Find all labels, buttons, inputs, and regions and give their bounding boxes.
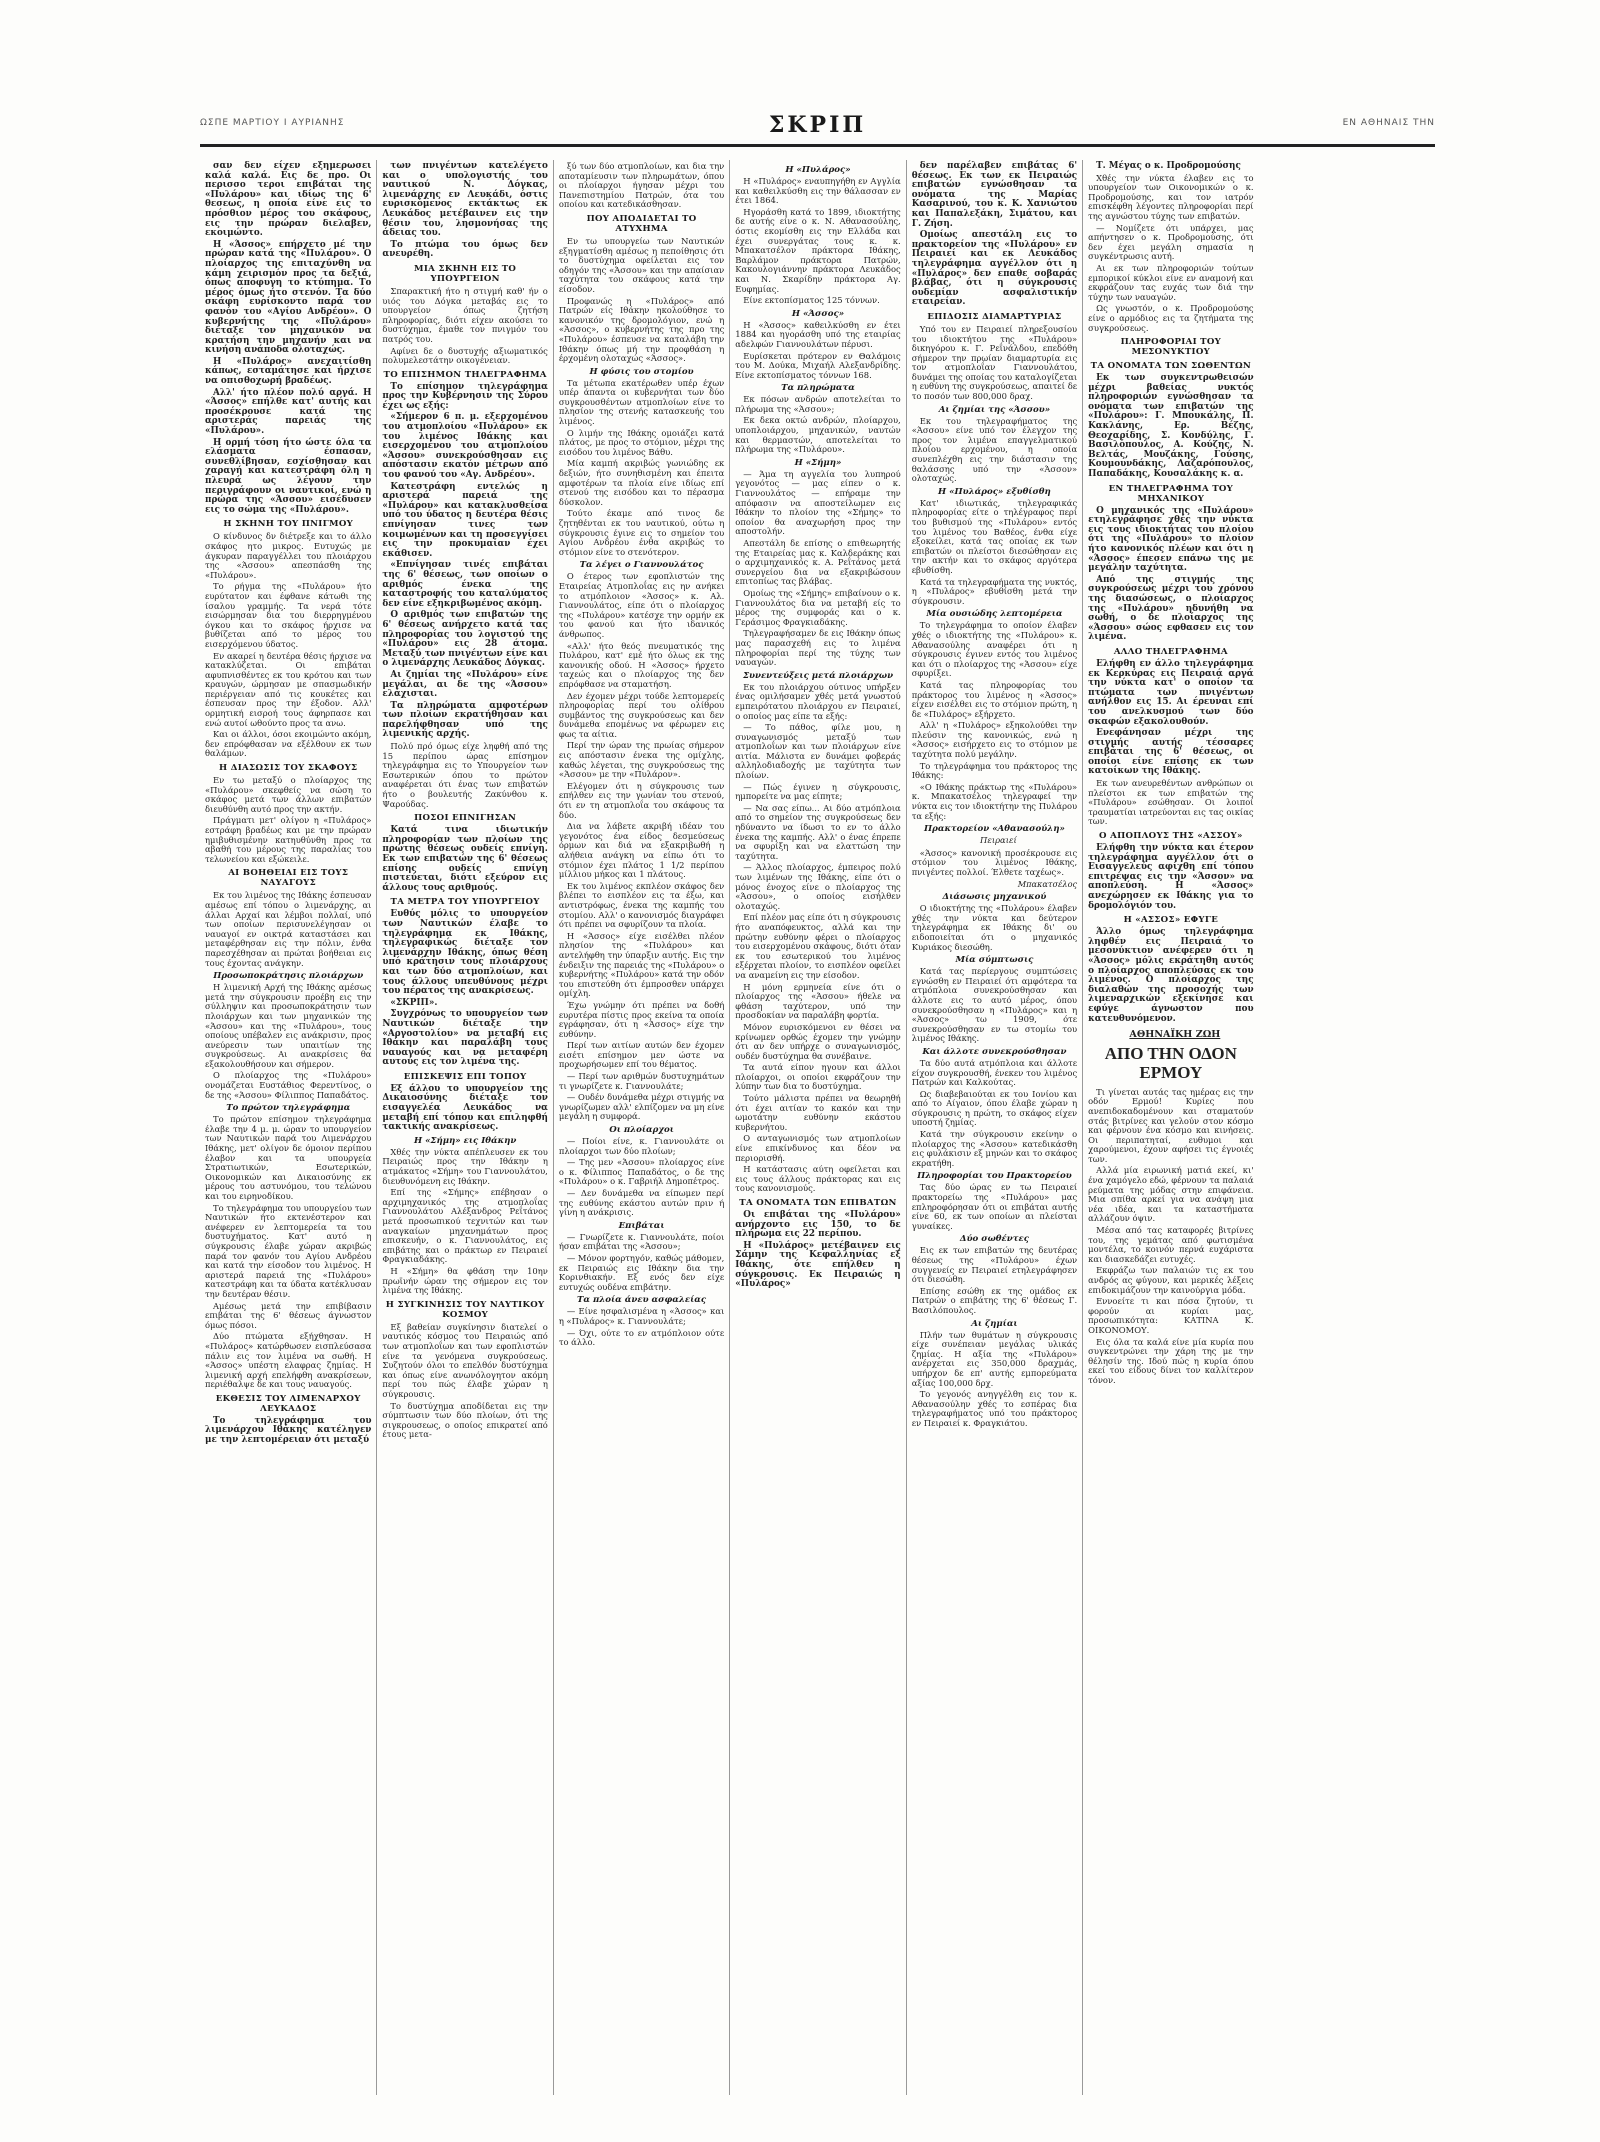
centered-line: Πειραιεί — [980, 835, 1017, 846]
column-3 — [553, 160, 729, 2095]
paragraph: Κατά τας πληροφορίας του πράκτορος του λιμένος η «Άσσος» είχεν εισέλθει εις το στόμιον πρώτη, η δε «Πυλάρος» εξήρχετο. — [911, 679, 1078, 719]
paragraph: Κατεστράφη εντελώς η αριστερά παρειά της «Πυλάρου» και κατακλυσθείσα υπό του ύδατος η δευτέρα θέσις επνίγησαν τινες των κοιμωμένων και τη προσεγγίσει εις την προκυμαίαν έχει εκάθισεν. — [382, 481, 548, 559]
paragraph: Πράγματι μετ' ολίγον η «Πυλάρος» εστράφη βραδέως και με την πρώραν ημιβυθισμένην κατηυθύνθη προς τα αβαθή του μέρους της παραλίας του τελωνείου και εξώκειλε. — [205, 815, 372, 864]
paragraph: Επί της «Σήμης» επέβησαν ο αρχιμηχανικός της ατμοπλοΐας Γιαννουλάτου Αλέξανδρος Ρεΐτάνος μετά προσωπικού τεχνιτών και των αναγκαίων μηχανημάτων προς επισκευήν, ο κ. Γιαννουλάτος, εις επιβάτης και ο πράκτωρ εν Πειραιεί Φραγκιαδάκης. — [382, 1187, 548, 1265]
paragraph: Ως διαβεβαιούται εκ του Ιονίου και από το Αίγαιον, όπου έλαβε χώραν η σύγκρουσις η πρώτη, το σκάφος είχεν υποστή ζημίας. — [911, 1088, 1078, 1128]
paragraph: Ηγοράσθη κατά το 1899, ιδιοκτήτης δε αυτής είνε ο κ. Ν. Αθανασούλης, όστις εκομίσθη εις την Ελλάδα και έχει συνεργάτας τους κ. κ. Μπακατσέλον πράκτορα Ιθάκης, Βαρλάμον πράκτορα Πατρών, Κακουλογιάννην πράκτορα Λευκάδος και Ν. Σκαρίδην πράκτορα Αγ. Ευφημίας. — [735, 206, 901, 294]
paragraph: Άλλο όμως τηλεγράφημα ληφθέν εις Πειραιά το μεσονύκτιον ανέφερεν ότι η «Άσσος» μόλις εκράτηθη αυτός ο πλοίαρχος αποπλεύσας εκ του λιμένος. Ο πλοίαρχος της διαλαθών της προσοχής των λιμεναρχικών εξεκίνησε και εφύγε άγνωστον που κατευθυνόμενον. — [1088, 927, 1254, 1024]
paragraph: Το πρώτον επίσημον τηλεγράφημα έλαβε την 4 μ. μ. ώραν το υπουργείον των Ναυτικών παρά του Λιμενάρχου Ιθάκης, μετ' ολίγον δε όμοιον περίπου έλαβον και τα υπουργεία Στρατιωτικών, Εσωτερικών, Οικονομικών και Δικαιοσύνης εκ μέρους του αστυνόμου, του τελώνου και του ειρηνοδίκου. — [205, 1114, 372, 1201]
paragraph: Τούτο έκαμε από τινος δε ζητηθένται εκ του ναυτικού, ούτω η σύγκρουσις έγινε εις το σημείον του Αγίου Ανδρέου ένθα ακριβώς το στόμιον είνε το στενότερον. — [558, 508, 725, 557]
paragraph: Η «Άσσος» επήρχετο μέ την πρώραν κατά της «Πυλάρου». Ο πλοίαρχος της επιταχύνθη να κάμη χειρισμόν προς τα δεξιά, όπως αποφυγη το κτύπημα. Το μέρος όμως ήτο στενόν. Τα δύο σκάφη ευρίσκοντο παρά τον φανόν του «Αγίου Ανδρέου». Ο κυβερνήτης της «Πυλάρου» διέταξε τον μηχανικόν να κρατήση την μηχανήν και να κινήση ανάποδα ολοταχώς. — [205, 239, 372, 356]
newspaper-page — [200, 160, 1435, 2095]
paragraph: Πλήν των θυμάτων η σύγκρουσις είχε συνέπειαν μεγάλας υλικάς ζημίας. Η αξία της «Πυλάρου» ανέρχεται εις 350,000 δραχμάς, υπήρχον δε επ' αυτής εμπορεύματα αξίας 100,000 δρχ. — [911, 1329, 1078, 1388]
paragraph: Τηλεγραφήσαμεν δε εις Ιθάκην όπως μας παρασχεθή εις το λιμένα πληροφορίαι περί της τύχης των ναυαγών. — [735, 628, 901, 668]
paragraph: Το ρήγμα της «Πυλάρου» ήτο ευρύτατον και έφθανε κάτωθι της ίσαλου γραμμής. Τα νερά τότε εισώρμησαν δια του διερρηγμένου όγκου και το σκάφος ήρχισε να βυθίζεται από το μέρος του εισερχόμενου ύδατος. — [205, 581, 372, 649]
paragraph: Το τηλεγράφημα του λιμενάρχου Ιθάκης κατέληγεν με την λεπτομέρειαν ότι μεταξύ — [205, 1415, 372, 1446]
paragraph: Εκ του τηλεγραφήματος της «Άσσου» είνε υπό τον έλεγχον της προς τον λιμένα επαγγελματικού πλοίου ερχομένου, η οποία συνεπλέχθη εις την διάστασιν της θαλάσσης υπό την «Άσσον» ολοταχώς. — [911, 415, 1078, 484]
signature: Μπακατσέλος — [1017, 878, 1078, 889]
paragraph: Εν τω μεταξύ ο πλοίαρχος της «Πυλάρου» σκεφθείς να σώση το σκάφος μετά των άλλων επιβατών διευθύνθη αυτό προς την ακτήν. — [205, 775, 372, 814]
paragraph: Μέσα από τας καταφορές βιτρίνες του, της γεμάτας από φωτισμένα μοντέλα, το κοινόν περνά ευχάριστα και διασκεδάζει ευτυχές. — [1088, 1225, 1254, 1264]
paragraph: των πνιγέντων κατελέγετο και ο υπολογιστής του ναυτικού Ν. Δόγκας, λιμενάρχης εν Λευκάδι, όστις ευρισκόμενος εκτάκτως εκ Λευκάδος μετέβαινεν εις την θέσιν του, λησμονήσας της άδειας του. — [382, 161, 548, 239]
section-heading: ΠΟΣΟΙ ΕΠΝΙΓΗΣΑΝ — [414, 813, 517, 824]
paragraph: — Το πάθος, φίλε μου, η συναγωνισμός μεταξύ των ατμοπλοΐων και των πλοιάρχων είνε αιτία. Μάλιστα εν δυνάμει φοβεράς αλληλοδιαδοχής με ταχύτητα των πλοίων. — [735, 722, 901, 781]
paragraph: Η κατάστασις αύτη οφείλεται και εις τους άλλους πράκτορας και εις τους κανονισμούς. — [735, 1164, 901, 1194]
paragraph: Τούτο μάλιστα πρέπει να θεωρηθή ότι έχει αιτίαν το κακόν και την ωμοτάτην ευθύνην εκάστου κυβερνήτου. — [735, 1093, 901, 1132]
subsection-heading: Τα λέγει ο Γιαννουλάτος — [579, 560, 704, 571]
section-heading: ΠΟΥ ΑΠΟΔΙΔΕΤΑΙ ΤΟ ΑΤΥΧΗΜΑ — [586, 213, 697, 234]
paragraph: — Άμα τη αγγελία του λυπηρού γεγονότος — μας είπεν ο κ. Γιαννουλάτος — επήραμε την απόφασιν να αποστείλωμεν εις Ιθάκην το πλοίον της «Σήμης» το οποίον θα αναχωρήση προς την αποστολήν. — [735, 468, 901, 537]
paragraph: Πολύ πρό όμως είχε ληφθή από της 15 περίπου ώρας επίσημον τηλεγράφημα εις το Υπουργείον των Εσωτερικών όπου το πρώτον αναφέρεται ότι ένας των επιβατών ήτο ο βουλευτής Ζακύνθου κ. Ψαρούδας. — [382, 741, 548, 809]
feature-kicker: ΑΘΗΝΑΪΚΗ ΖΩΗ — [1129, 1029, 1221, 1041]
paragraph: Κατά τα τηλεγραφήματα της νυκτός, η «Πυλάρος» εβυθίσθη μετά την σύγκρουσιν. — [911, 576, 1078, 606]
subsection-heading: Τα πλοία άνευ ασφαλείας — [576, 1295, 707, 1306]
subsection-heading: Επιβάται — [618, 1220, 665, 1231]
section-heading: Ο ΑΠΟΠΛΟΥΣ ΤΗΣ «ΑΣΣΟΥ» — [1099, 831, 1243, 842]
paragraph: Ομοίως απεστάλη εις το πρακτορείον της «Πυλάρου» εν Πειραιεί και εκ Λευκάδος τηλεγράφημα αγγέλλον ότι η «Πυλάρος» δεν επαθε σοβαράς βλάβας, ότι η σύγκρουσις ουδεμίαν ασφαλιστικήν εταιρείαν. — [911, 230, 1078, 308]
paragraph: Επί πλέον μας είπε ότι η σύγκρουσις ήτο αναπόφευκτος, αλλά και την πρώτην ευθύνην φέρει ο πλοίαρχος του εισερχομένου σκάφους, διότι όταν εκ του εσωτερικού του λιμένος εξέρχεται πλοίον, το εισπλέον οφείλει να αναμείνη εις την είσοδον. — [735, 912, 901, 980]
paragraph: Εξ βαθείαν συγκίνησιν διατελεί ο ναυτικός κόσμος του Πειραιώς από των ατμοπλοΐων και των εφοπλιστών είνε τα γενόμενα συγκρούσεως. Συζητούν όλοι το επελθόν δυστύχημα και όπως είνε ανωνόλογητον ακόμη περί του πώς έλαβε χώραν η σύγκρουσις. — [382, 1321, 548, 1399]
paragraph: Το δυστύχημα αποδίδεται εις την σύμπτωσιν των δύο πλοίων, ότι της σιγκρουσεως, ο οποίος επικρατεί από έτους μετα- — [382, 1400, 548, 1440]
paragraph: Η λιμενική Αρχή της Ιθάκης αμέσως μετά την σύγκρουσιν προέβη εις την σύλληψιν και προσωποκράτησιν των πλοιάρχων και των μηχανικών της «Άσσου» και της «Πυλάρου», τους οποίους υπέβαλεν εις ανάκρισιν, προς ανεύρεσιν των υπαιτίων της συγκρούσεως. Αι ανακρίσεις θα εξακολουθήσουν και σήμερον. — [205, 982, 372, 1069]
paragraph: Αι ζημίαι της «Πυλάρου» είνε μεγάλαι, αι δε της «Άσσου» ελάχισται. — [382, 669, 548, 700]
paragraph: Δύο πτώματα εξήχθησαν. Η «Πυλάρος» κατώρθωσεν εισπλεύσασα πάλιν εις τον λιμένα να σωθή. Η «Άσσος» υπέστη ελαφρας ζημίας. Η λιμενική αρχή επελήφθη ανακρίσεων, περιέθαλψε δε και τους ναυαγούς. — [205, 1331, 372, 1390]
paragraph: — Ποίοι είνε, κ. Γιαννουλάτε οι πλοίαρχοι των δύο πλοίων; — [558, 1136, 725, 1156]
newspaper-title: ΣΚΡΙΠ — [768, 112, 867, 138]
paragraph: Η «Πυλάρος» μετέβαινεν εις Σάμην της Κεφαλληνίας εξ Ιθάκης, ότε επήλθεν η σύγκρουσις. Εκ Πειραιώς η «Πυλάρος» — [735, 1240, 901, 1290]
subsection-heading: Η «Σήμη» — [794, 457, 842, 468]
masthead-rule — [200, 144, 1435, 147]
paragraph: Εκφράζω των παλαιών τις εκ του ανδρός ας φύγουν, και μερικές λέξεις επιδοκιμάζουν την καινούργια μόδα. — [1088, 1265, 1254, 1295]
paragraph: Εκ των ανευρεθέντων ανθρώπων οι πλείστοι εκ των επιβατών της «Πυλάρου» εσώθησαν. Οι λοιποί τραυματίαι ιατρεύονται εις τας οικίας των. — [1088, 778, 1254, 827]
paragraph: Η ορμή τόση ήτο ώστε όλα τα ελάσματα έσπασαν, συνεθλίβησαν, εσχίσθησαν και χαραγή και κατεστράφη όλη η πλευρά ως λέγουν την περιγράφουν οι ναυτικοί, ενώ η πρώρα της «Άσσου» εισέδυσεν εις το σώμα της «Πυλάρου». — [205, 437, 372, 515]
paragraph: Χθές την νύκτα έλαβεν εις το υπουργείον των Οικονομικών ο κ. Προδρομούσης, και τον ιατρόν επισκέφθη λέγοντες πληροφορίαι περί της αγνώστου τύχης των επιβατών. — [1088, 172, 1254, 221]
paragraph: δεν παρέλαβεν επιβάτας 6' θέσεως. Εκ των εκ Πειραιώς επιβατών εγνώσθησαν τα ονόματα της Μαρίας Κασαρινού, του κ. Κ. Χανιώτου και Παπαλεξάκη, Σιμάτου, και Γ. Ζήση. — [911, 161, 1078, 229]
paragraph: Ελέγομεν ότι η σύγκρουσις των επήλθεν εις την γωνίαν του στενού, ότι εν τη ατμοπλοΐα του σκάφους τα δύο. — [558, 780, 725, 820]
paragraph: Μία καμπή ακριβώς γωνιώδης εκ δεξιών, ήτο συνηθισμένη και έπειτα αμφοτέρων τα πλοία είνε ιδίως επί στενού της εισόδου και το πέρασμα δύσκολον. — [558, 458, 725, 507]
paragraph: — Ουδέν δυνάμεθα μέχρι στιγμής να γνωρίζωμεν αλλ' ελπίζομεν να μη είνε μεγάλη η συμφορά. — [558, 1092, 725, 1122]
subsection-heading: Το πρώτον τηλεγράφημα — [226, 1103, 351, 1114]
paragraph: — Όχι, ούτε το εν ατμόπλοιον ούτε το άλλο. — [558, 1327, 725, 1348]
paragraph: Εν τω υπουργείω των Ναυτικών εξηγματίσθη αμέσως η πεποίθησις ότι το δυστύχημα οφείλεται εις τον οδηγόν της «Άσσου» και την απαίσιαν ταχύτητα του σκάφους κατά την είσοδον. — [558, 235, 725, 294]
paragraph: — Της μεν «Άσσου» πλοίαρχος είνε ο κ. Φίλιππος Παπαδάτος, ο δε της «Πυλάρου» ο κ. Γαβριήλ Δημοπέτρος. — [558, 1157, 725, 1187]
paragraph: Κατά τας περίεργους συμπτώσεις εγνώσθη εν Πειραιεί ότι αμφότερα τα ατμόπλοια συνεκρούσθησαν και άλλοτε εις το αυτό μέρος, όπου συνεκρούσθησαν η «Πυλάρος» και η «Άσσος» τω 1909, ότε συνεκρούσθησαν εν τω στομίω του λιμένος Ιθάκης. — [911, 966, 1078, 1044]
paragraph: Εις όλα τα καλά είνε μία κυρία που συγκεντρώνει την χάρη της με την θέλησίν της. Ιδού πώς η κυρία όπου εκεί του είδους δίνει τον καλλίτερον τόνον. — [1088, 1336, 1254, 1385]
subsection-heading: Η «Σήμη» εις Ιθάκην — [413, 1135, 517, 1146]
paragraph: Το τηλεγράφημα του πράκτορος της Ιθάκης: — [911, 760, 1078, 781]
section-heading: ΤΑ ΜΕΤΡΑ ΤΟΥ ΥΠΟΥΡΓΕΙΟΥ — [390, 897, 540, 908]
subsection-heading: Η «Πυλάρος» εξυθίσθη — [938, 486, 1051, 497]
paragraph: Κατ' ιδιωτικάς, τηλεγραφικάς πληροφορίας είτε ο τηλέγραφος περί του βυθισμού της «Πυλάρου» εντός του λιμένος του Βαθέος, ένθα είχε εξοκείλει, κατά τας οποίας εκ των επιβατών οι πλείστοι διεσώθησαν εις την ακτήν και το σκάφος αργότερα εβυθίσθη. — [911, 497, 1078, 575]
paragraph: Η «Άσσος» είχε εισέλθει πλέον πλησίον της «Πυλάρου» και αντελήφθη την ύπαρξιν αυτής. Εις την ένδειξιν της παρειάς της «Πυλάρου» ο κυβερνήτης «Πυλάρου» κατά την οδόν του επιστεύθη ότι έμπροσθεν υπάρχει ομίχλη. — [558, 930, 725, 999]
subsection-heading: Συνεντεύξεις μετά πλοιάρχων — [742, 670, 894, 681]
column-5 — [906, 160, 1082, 2095]
paragraph: Και οι άλλοι, όσοι εκοιμώντο ακόμη, δεν επρόφθασαν να εξέλθουν εκ των θαλάμων. — [205, 729, 372, 759]
paragraph: — Νομίζετε ότι υπάρχει, μας απήντησεν ο κ. Προδρομούσης, ότι δεν έχει μεγάλη σημασία η συγκέντρωσις αυτή. — [1088, 222, 1254, 262]
section-heading: Η ΣΚΗΝΗ ΤΟΥ ΠΝΙΓΜΟΥ — [223, 519, 354, 530]
feature-title: ΑΠΟ ΤΗΝ ΟΔΟΝ ΕΡΜΟΥ — [1104, 1043, 1237, 1082]
paragraph: Ο αριθμός των επιβατών της 6' θέσεως ανήρχετο κατά τας πληροφορίας του λογιστού της «Πυλάρου» εις 28 άτομα. Μεταξύ των πνιγέντων είνε και ο λιμενάρχης Λευκάδος Δόγκας. — [382, 610, 548, 669]
paragraph: Ενεφάνησαν μέχρι της στιγμής αυτής τέσσαρες επιβάται της 6' θέσεως, οι οποίοι είνε επίσης εκ των κατοίκων της Ιθάκης. — [1088, 728, 1254, 777]
section-heading: ΑΙ ΒΟΗΘΕΙΑΙ ΕΙΣ ΤΟΥΣ ΝΑΥΑΓΟΥΣ — [228, 868, 349, 889]
paragraph: Ο μηχανικός της «Πυλάρου» ετηλεγράφησε χθές την νύκτα εις τους ιδιοκτήτας του πλοίου ότι της «Πυλάρου» το πλοίον ήτο κανονικός πλέων και ότι η «Άσσος» έπεσεν επάνω της με μεγάλην ταχύτητα. — [1088, 505, 1254, 574]
section-heading: ΑΛΛΟ ΤΗΛΕΓΡΑΦΗΜΑ — [1113, 646, 1228, 657]
subsection-heading: Η φύσις του στομίου — [589, 366, 694, 377]
paragraph: Ο λιμήν της Ιθάκης ομοιάζει κατά πλάτος, με προς το στόμιον, μέχρι της εισόδου του λιμένος Βάθυ. — [558, 427, 725, 457]
subsection-heading: Αι ζημίαι της «Άσσου» — [938, 404, 1051, 415]
paragraph: «Άσσος» κανονική προσέκρουσε εις στόμιον του λιμένος Ιθάκης, πνιγέντες πολλοί. Έλθετε ταχέως». — [911, 847, 1078, 877]
section-heading: ΤΟ ΕΠΙΣΗΜΟΝ ΤΗΛΕΓΡΑΦΗΜΑ — [383, 369, 547, 380]
subsection-heading: Και άλλοτε συνεκρούσθησαν — [922, 1046, 1067, 1057]
section-heading: ΤΑ ΟΝΟΜΑΤΑ ΤΩΝ ΣΩΘΕΝΤΩΝ — [1090, 361, 1252, 372]
paragraph: Τα δύο αυτά ατμόπλοια και άλλοτε είχον συγκρουσθή, ένεκεν του λιμένος Πατρών και Καλκούτας. — [911, 1057, 1078, 1088]
paragraph: Η μόνη ερμηνεία είνε ότι ο πλοίαρχος της «Άσσου» ήθελε να φθάση ταχύτερον, υπό την προσδοκίαν να παραλάβη φορτία. — [735, 981, 901, 1021]
paragraph: Προφανώς η «Πυλάρος» από Πατρών είς Ιθάκην ηκολούθησε το κανονικόν της δρομολόγιον, ενώ η «Άσσος», ο κυβερνήτης της προ της «Πυλάρου» έσπευσε να καταλάβη την Ιθάκην όπως μή την προφθάση η έρχομένη ολοταχώς «Άσσος». — [558, 295, 725, 364]
paragraph: — Πώς έγινεν η σύγκρουσις, ημπορείτε να μας είπητε; — [735, 781, 901, 802]
paragraph: Ελήφθη εν άλλο τηλεγράφημα εκ Κερκύρας εις Πειραιά αργά την νύκτα κατ' ο οποίον τα πτώματα των πνιγέντων ανήλθον εις 15. Αι έρευναι επί του ανελκυσμού των δύο σκαφών εξακολουθούν. — [1088, 658, 1254, 727]
column-2 — [376, 160, 552, 2095]
paragraph: Επίσης εσώθη εκ της ομάδος εκ Πατρών ο επιβάτης της 6' θέσεως Γ. Βασιλόπουλος. — [911, 1285, 1078, 1315]
paragraph: ξύ των δύο ατμοπλοίων, και δια την αποταμίευσιν των πληρωμάτων, όπου οι πλοίαρχοι ήγησαν μέχρι του Πανεπιστημίου Πατρών, ότα του οποίου και κατεδικάσθησαν. — [558, 161, 725, 210]
paragraph: Εκ του πλοιάρχου ούτινος υπήρξεν ένας ομιλήσαμεν χθές μετά γνωστού εμπειρότατου πλοιάρχου εν Πειραιεί, ο οποίος μας είπε τα εξής: — [735, 681, 901, 721]
paragraph: Η «Πυλάρος» εναυπηγήθη εν Αγγλία και καθειλκύσθη εις την θάλασσαν εν έτει 1864. — [735, 176, 901, 206]
paragraph: Από της στιγμής της συγκρούσεως μέχρι του χρόνου της διασώσεως, ο πλοίαρχος της «Πυλάρου» ηδυνήθη να σωθή, ο δε πλοίαρχος της «Άσσου» σώος εφθασεν εις τον λιμένα. — [1088, 574, 1254, 643]
subsection-heading: Η «Πυλάρος» — [785, 165, 851, 175]
paragraph: Η «Πυλάρος» ανεχαιτίσθη κάπως, εσταμάτησε και ήρχισε να οπισθοχωρή βραδέως. — [205, 356, 372, 387]
paragraph: «ΣΚΡΙΠ». — [390, 997, 438, 1008]
subsection-heading: Προσωποκράτησις πλοιάρχων — [213, 971, 364, 982]
paragraph: Εκ του λιμένος της Ιθάκης έσπευσαν αμέσως επί τόπου ο λιμενάρχης, αι άλλαι Αρχαί και λέμβοι πολλαί, υπό των οποίων περισυνελέγησαν οι ναυαγοί εν οικτρά καταστάσει και μεταφέρθησαν εις την πόλιν, ένθα παρεσχέθησαν αι πρώται βοήθειαι εις τους έχοντας ανάγκην. — [205, 890, 372, 968]
subsection-heading: Πρακτορείον «Αθανασούλη» — [924, 824, 1065, 835]
paragraph: Τ. Μέγας ο κ. Προδρομούσης — [1096, 161, 1241, 171]
paragraph: Αφίνει δε ο δυστυχής αξιωματικός πολυμελεστάτην οικογένειαν. — [382, 345, 548, 366]
paragraph: Το γεγονός ανηγγέλθη εις τον κ. Αθανασούλην χθές το εσπέρας δια τηλεγραφήματος υπό του πράκτορος εν Πειραιεί κ. Φραγκιάτου. — [911, 1389, 1078, 1428]
paragraph: — Είνε ησφαλισμένα η «Άσσος» και η «Πυλάρος» κ. Γιαννουλάτε; — [558, 1306, 725, 1326]
paragraph: Χθές την νύκτα απέπλευσεν εκ του Πειραιώς προς την Ιθάκην η ατμάκατος «Σήμη» του Γιαννουλάτου, διευθυνόμενη εις Ιθάκην. — [382, 1146, 548, 1186]
paragraph: Οι επιβάται της «Πυλάρου» ανήρχοντο εις 150, το δε πλήρωμα εις 22 περίπου. — [735, 1210, 901, 1240]
paragraph: Δια να λάβετε ακριβή ιδέαν του γεγονότος ένα είδος δεσμεύσεως όρμων και διά να εξακριβωθή η αλήθεια ανάγκη να είπω ότι το στόμιον έχει πλάτος 1 1/2 περίπου μίλλιου μήκος και 1 πλάτους. — [558, 821, 725, 880]
subsection-heading: Δύο σωθέντες — [959, 1234, 1029, 1245]
section-heading: ΕΠΙΣΚΕΨΙΣ ΕΠΙ ΤΟΠΟΥ — [403, 1071, 527, 1082]
paragraph: Ο πλοίαρχος της «Πυλάρου» ονομάζεται Ευστάθιος Φερεντίνος, ο δε της «Άσσου» Φίλιππος Παπαδάτος. — [205, 1070, 372, 1100]
paragraph: Τας δύο ώρας εν τω Πειραιεί πρακτορείω της «Πυλάρου» μας επληροφόρησαν ότι οι επιβάται αυτής είνε 60, εκ των οποίων αι πλείσται γυναίκες. — [911, 1182, 1078, 1231]
paragraph: Ο ανταγωνισμός των ατμοπλοίων είνε επικίνδυνος και δέον να περιορισθή. — [735, 1133, 901, 1163]
subsection-heading: Μία ουσιώδης λεπτομέρεια — [926, 609, 1063, 620]
paragraph: «Αλλ' ήτο θεός πνευματικός της Πυλάρου, κατ' εμέ ήτο όλως εκ της κανονικής οδού. Η «Άσσος» ήρχετο ταχεώς και ο πλοίαρχος της δεν επρόφθασε να σταματήση. — [558, 640, 725, 689]
paragraph: Κατά την σύγκρουσιν εκείνην ο πλοίαρχος της «Άσσου» κατεδικάσθη εις φυλάκισιν εξ μηνών και το σκάφος εκρατήθη. — [911, 1129, 1078, 1168]
paragraph: Τα πληρώματα αμφοτέρων των πλοίων εκρατήθησαν και παρελήφθησαν υπό της λιμενικής αρχής. — [382, 700, 548, 740]
masthead-right-strip: ΕΝ ΑΘΗΝΑΙΣ ΤΗΝ — [1342, 118, 1435, 128]
paragraph: Εκ δεκα οκτώ ανδρών, πλοίαρχου, υποπλοιάρχου, μηχανικών, ναυτών και θερμαστών, αποτελείται το πλήρωμα της «Πυλάρου». — [735, 415, 901, 455]
paragraph: Ως γνωστόν, ο κ. Προδρομούσης είνε ο αρμόδιος εις τα ζητήματα της συγκρούσεως. — [1088, 303, 1254, 333]
paragraph: Τι γίνεται αυτάς τας ημέρας εις την οδόν Ερμού! Κυρίες που ανεπιδοκαδομένουν και σταματούν στάς βιτρίνες και γελούν στον κόσμο και φέρνουν ένα κόσμο και κινήσεις. Οι περιπατηταί, ευθυμοι και χαρούμενοι, έχουν αφήσει τις έγνοιές των. — [1088, 1086, 1254, 1164]
paragraph: Αμέσως μετά την επιβίβασιν επιβάται της 6' θέσεως άγνωστον όμως πόσοι. — [205, 1300, 372, 1330]
section-heading: ΜΙΑ ΣΚΗΝΗ ΕΙΣ ΤΟ ΥΠΟΥΡΓΕΙΟΝ — [414, 263, 517, 284]
paragraph: Εξ άλλου το υπουργείον της Δικαιοσύνης διέταξε τον εισαγγελέα Λευκάδος να μεταβή επί τόπου και επιληφθή τακτικής ανακρίσεως. — [382, 1083, 548, 1133]
paragraph: — Δεν δυνάμεθα να είπωμεν περί της ευθύνης εκάστου αυτών πριν ή γίνη η ανάκρισις. — [558, 1188, 725, 1218]
section-heading: ΕΠΙΔΟΣΙΣ ΔΙΑΜΑΡΤΥΡΙΑΣ — [927, 311, 1062, 322]
paragraph: Ευθύς μόλις το υπουργείον των Ναυτικών έλαβε το τηλεγράφημα εκ Ιθάκης, τηλεγραφικώς διέταξε τον λιμενάρχην Ιθάκης, όπως θέση υπό κράτησιν τους πλοιάρχους και των δύο ατμοπλοίων, και τους άλλους υπευθύνους μέχρι του πέρατος της ανακρίσεως. — [382, 909, 548, 997]
paragraph: Ομοίως της «Σήμης» επιβαίνουν ο κ. Γιαννουλάτος δια να μεταβή είς το μέρος της συμφοράς και ο κ. Γεράσιμος Φραγκιαδάκης. — [735, 587, 901, 627]
masthead — [200, 112, 1435, 158]
subsection-heading: Αι ζημίαι — [971, 1318, 1018, 1329]
paragraph: Αι εκ των πληροφοριών τούτων εμπορικοί κύκλοι είνε εν αναμονή και εκφράζουν τας ευχάς των διά την τύχην των ναυαγών. — [1088, 262, 1254, 302]
paragraph: Εις εκ των επιβατών της δευτέρας θέσεως της «Πυλάρου» έχων συγγενείς εν Πειραιεί ετηλεγράφησεν ότι διεσώθη. — [911, 1245, 1078, 1285]
subsection-heading: Πληροφορίαι του Πρακτορείου — [917, 1171, 1072, 1182]
paragraph: Αλλά μία ειρωνική ματιά εκεί, κι' ένα χαμόγελο εδώ, φέρνουν τα παλαιά ρεύματα της μόδας στην επιφάνεια. Μια σπίθα αρκεί για να ανάψη μια νέα ιδέα, και τα καταστήματα αλλάζουν όψιν. — [1088, 1165, 1254, 1224]
paragraph: Κατά τινα ιδιωτικήν πληροφορίαν των πλοίων της πρώτης θέσεως ουδείς επνίγη. Εκ των επιβατών της 6' θέσεως επίσης ουδείς επνίγη πιστεύεται, διότι εξεύρον εις άλλους τους αριθμούς. — [382, 825, 548, 893]
paragraph: Μόνον ευρισκόμενοι εν θέσει να κρίνωμεν ορθώς έχομεν την γνώμην ότι αν δεν υπήρχε ο συναγωνισμός, ουδέν δυστύχημα θα συνέβαινε. — [735, 1021, 901, 1061]
paragraph: Σπαρακτική ήτο η στιγμή καθ' ήν ο υιός του Δόγκα μεταβάς εις το υπουργείον όπως ζητήση πληροφορίας, διότι είχεν ακούσει το δυστύχημα, έμαθε τον πνιγμόν του πατρός του. — [382, 285, 548, 344]
paragraph: Εννοείτε τι και πόσα ζητούν, τι φορούν αι κυρίαι μας, προσωπικότητα: ΚΑΤΙΝΑ Κ. ΟΙΚΟΝΟΜΟΥ. — [1088, 1296, 1254, 1335]
paragraph: Έχω γνώμην ότι πρέπει να δοθή ευρυτέρα πίστις προς εκείνα τα οποία εγράφησαν, ότι η «Άσσος» είχε την ευθύνην. — [558, 999, 725, 1039]
subsection-heading: Οι πλοίαρχοι — [609, 1125, 674, 1136]
paragraph: Αλλ' ήτο πλέον πολύ αργά. Η «Άσσος» επήλθε κατ' αυτής και προσέκρουσε κατά της αριστεράς παρειάς της «Πυλάρου». — [205, 387, 372, 437]
paragraph: Το τηλεγράφημα το οποίον έλαβεν χθές ο ιδιοκτήτης της «Πυλάρου» κ. Αθανασούλης αναφέρει ότι η σύγκρουσις έγινεν εντός του λιμένος και ότι ο πλοίαρχος της «Άσσου» είχε σφυρίξει. — [911, 620, 1078, 679]
paragraph: Εκ του λιμένος εκπλέον σκάφος δεν βλέπει το εισπλέον εις τα έξω, και αντιστρόφως, ένεκα της καμπής του στομίου. Αλλ' ο κανονισμός διαγράφει ότι πρέπει να σφυρίζουν τα πλοία. — [558, 880, 725, 930]
masthead-left-strip: ΩΣΠΕ ΜΑΡΤΙΟΥ Ι ΑΥΡΙΑΝΗΣ — [200, 118, 345, 128]
column-1 — [200, 160, 376, 2095]
paragraph: — Να σας είπω... Αι δύο ατμόπλοια από το σημείον της συγκρούσεως δεν ηδύναντο να ίδωσι το εν το άλλο ένεκα της καμπής. Αλλ' ο ένας έπρεπε να σφυρίξη και να ελαττώση την ταχύτητα. — [735, 802, 901, 861]
column-6 — [1082, 160, 1258, 2095]
section-heading: ΤΑ ΟΝΟΜΑΤΑ ΤΩΝ ΕΠΙΒΑΤΩΝ — [739, 1198, 897, 1208]
paragraph: Απεστάλη δε επίσης ο επιθεωρητής της Εταιρείας μας κ. Καλδεράκης και ο αρχιμηχανικός κ. Α. Ρεΐτάνος μετά συνεργείου δια να εξακριβώσουν επιτοπίως τας βλάβας. — [735, 538, 901, 587]
section-heading: Η «ΑΣΣΟΣ» ΕΦΥΓΕ — [1123, 915, 1219, 926]
paragraph: Το πτώμα του όμως δεν ανευρέθη. — [382, 239, 548, 260]
column-4 — [729, 160, 905, 2095]
paragraph: — Γνωρίζετε κ. Γιαννουλάτε, ποίοι ήσαν επιβάται της «Άσσου»; — [558, 1231, 725, 1252]
section-heading: Η ΔΙΑΣΩΣΙΣ ΤΟΥ ΣΚΑΦΟΥΣ — [219, 763, 358, 774]
paragraph: «Ο Ιθάκης πράκτωρ της «Πυλάρου» κ. Μπακατσέλος τηλεγραφεί την νύκτα εις τον ιδιοκτήτην της Πυλάρου τα εξής: — [911, 781, 1078, 821]
subsection-heading: Η «Άσσος» — [791, 308, 845, 319]
subsection-heading: Τα πληρώματα — [781, 383, 855, 394]
paragraph: «Επνίγησαν τινές επιβάται της 6' θέσεως, των οποίων ο αριθμός ένεκα της καταστροφής του καταλύματος δεν είνε εξηκριβωμένος ακόμη. — [382, 560, 548, 609]
paragraph: Το τηλεγράφημα του υπουργείου των Ναυτικών ήτο εκτενέστερον και ανέφερεν εν λεπτομερεία τα του δυστυχήματος. Κατ' αυτό η σύγκρουσις έλαβε χώραν ακριβώς παρά τον φανόν του Αγίου Ανδρέου και κατά την είσοδον του λιμένος. Η αριστερά παρειά της «Πυλάρου» κατεστράφη και τα ύδατα κατέκλυσαν την δευτέραν θέσιν. — [205, 1202, 372, 1299]
paragraph: Είνε εκτοπίσματος 125 τόννων. — [743, 295, 880, 306]
paragraph: — Μόνον φορτηγόν, καθώς μάθομεν, εκ Πειραιώς εις Ιθάκην δια την Κορινθιακήν. Εξ ενός δεν είχε ευτυχώς ουδένα επιβάτην. — [558, 1252, 725, 1292]
paragraph: Τα αυτά είπον ηγουν και άλλοι πλοίαρχοι, οι οποίοι εκφράζουν την λύπην των δια το δυστύχημα. — [735, 1062, 901, 1092]
paragraph: Εκ των συγκεντρωθεισών μέχρι βαθείας νυκτός πληροφοριών εγνώσθησαν τα ονόματα των επιβατών της «Πυλάρου»: Γ. Μπουκάλης, Π. Κακλάνης, Ερ. Βέζης, Θεοχαρίδης, Σ. Κονδύλης, Γ. Βασιλόπουλος, Α. Κούζης, Ν. Βελτάς, Μουζάκης, Γούσης, Κουμουνδάκης, Λαζαρόπουλος, Παπαδάκης, Κουσαλάκης κ. α. — [1088, 373, 1254, 480]
paragraph: Περί των αιτίων αυτών δεν έχομεν εισέτι επίσημον μεν ώστε να προχωρήσωμεν επί του θέματος. — [558, 1040, 725, 1070]
paragraph: — Περί των αριθμών δυστυχημάτων τι γνωρίζετε κ. Γιαννουλάτε; — [558, 1071, 725, 1091]
subsection-heading: Μία σύμπτωσις — [955, 955, 1034, 966]
paragraph: Η «Άσσος» καθειλκύσθη εν έτει 1884 και ηγοράσθη υπό της εταιρίας αδελφών Γιαννουλάτων πέρυσι. — [735, 319, 901, 349]
paragraph: — Άλλος πλοίαρχος, έμπειρος πολύ των λιμένων της Ιθάκης, είπε ότι ο μόνος ένοχος είνε ο πλοίαρχος της «Άσσου», ο οποίος εισήλθεν ολοταχώς. — [735, 862, 901, 911]
paragraph: Ελήφθη την νύκτα και έτερον τηλεγράφημα αγγέλλον ότι ο Εισαγγελεύς αφίχθη επί τόπου επιτρέψας εις την «Άσσον» να αποπλεύση. Η «Άσσος» ανεχώρησεν εκ Ιθάκης για το δρομολόγιόν του. — [1088, 843, 1254, 911]
section-heading: ΕΝ ΤΗΛΕΓΡΑΦΗΜΑ ΤΟΥ ΜΗΧΑΝΙΚΟΥ — [1108, 483, 1234, 504]
paragraph: Αλλ' η «Πυλάρος» εξηκολούθει την πλεύσιν της κανονικώς, ενώ η «Άσσος» εισήρχετο εις το στόμιον με ταχύτητα πολύ μεγάλην. — [911, 720, 1078, 760]
paragraph: Περί την ώραν της πρωίας σήμερον εις απόστασιν ένεκα της ομίχλης, καθώς λέγεται, της συγκρούσεως της «Άσσου» με την «Πυλάρον». — [558, 740, 725, 780]
paragraph: Δεν έχομεν μέχρι τούδε λεπτομερείς πληροφορίας περί του ολίθρου συμβάντος της συγκρούσεως και δεν δυνάμεθα επομένως να φέρωμεν εις φως τα αίτια. — [558, 690, 725, 739]
paragraph: «Σήμερον 6 π. μ. εξερχομένου του ατμοπλοίου «Πυλάρου» εκ του λιμένος Ιθάκης και εισερχομένου του ατμοπλοίου «Άσσου» συνεκρούσθησαν εις απόστασιν εκατόν μέτρων από του φανού του «Αγ. Ανδρέου». — [382, 412, 548, 481]
paragraph: Ο κίνδυνος δν διέτρεξε και το άλλο σκάφος ητο μικρος. Ευτυχώς με άγκυραν παραγγέλλει του πλοιάρχου της «Άσσου» απεσπάσθη της «Πυλάρου». — [205, 531, 372, 580]
paragraph: Ο έτερος των εφοπλιστών της Εταιρείας Ατμοπλοΐας εις ην ανήκει το ατμόπλοιον «Άσσος» κ. Αλ. Γιαννουλάτος, είπε ότι ο πλοίαρχος της «Πυλάρου» κατέσχε την ορμήν εκ του φανού και ήτο ιδανικός άνθρωπος. — [558, 571, 725, 639]
section-heading: Η ΣΥΓΚΙΝΗΣΙΣ ΤΟΥ ΝΑΥΤΙΚΟΥ ΚΟΣΜΟΥ — [385, 1299, 545, 1320]
paragraph: Η «Σήμη» θα φθάση την 10ην πρωϊνήν ώραν της σήμερον εις τον λιμένα της Ιθάκης. — [382, 1265, 548, 1296]
paragraph: Ο ιδιοκτήτης της «Πυλάρου» έλαβεν χθές την νύκτα και δεύτερον τηλεγράφημα εκ Ιθάκης δι' ου ειδοποιείται ότι ο μηχανικός Κυριάκος διεσώθη. — [911, 903, 1078, 952]
paragraph: Εν ακαρεί η δευτέρα θέσις ήρχισε να κατακλύζεται. Οι επιβάται αφυπνισθέντες εκ του κρότου και των κραυγών, ώρμησαν με σπασμωδικήν περιέργειαν από τις κουκέτες και έσπευσαν προς την έξοδον. Αλλ' ορμητική εισροή τους άφηρπασε και ενώ αυτοί ωθούντο προς τα ανω. — [205, 650, 372, 728]
paragraph: Το επίσημον τηλεγράφημα προς την Κυβέρνησιν της Σύρου έχει ως εξής: — [382, 381, 548, 411]
section-heading: ΠΛΗΡΟΦΟΡΙΑΙ ΤΟΥ ΜΕΣΟΝΥΚΤΙΟΥ — [1120, 337, 1222, 358]
paragraph: Εκ πόσων ανδρών αποτελείται το πλήρωμα της «Άσσου»; — [735, 394, 901, 414]
paragraph: Συγχρόνως το υπουργείον των Ναυτικών διέταξε την «Αργοστολίου» να μεταβή εις Ιθάκην και παραλάβη τους ναυαγούς και να μεταφέρη αυτούς εις τον λιμένα της. — [382, 1009, 548, 1068]
paragraph: Ευρίσκεται πρότερον εν Θαλάμοις του Μ. Δούκα, Μιχαήλ Αλεξανδρίδης. Είνε εκτοπίσματος τόννων 168. — [735, 350, 901, 380]
paragraph: σαν δεν είχεν εξημερωσει καλά καλά. Εις δε προ. Οι περισσο τεροι επιβάται της «Πυλάρου» και ιδίως της 6' θεσεως, η οποία είνε εις το πρόσθιον μέρος του σκάφους, εις την πρώραν διελαβεν, εκοιμώντο. — [205, 161, 372, 239]
paragraph: Υπό του εν Πειραιεί πληρεξουσίου του ιδιοκτήτου της «Πυλάρου» δικηγόρου κ. Γ. Ρεΐνάλδου, επεδόθη σήμερον την πρωίαν διαμαρτυρία εις τον ατμοπλοΐαν Γιαννουλάτου, δυνάμει της οποίας του καταλογίζεται η ευθύνη της συγκρούσεως, απαιτεί δε το ποσόν των 800,000 δραχ. — [911, 323, 1078, 402]
paragraph: Τα μέτωπα εκατέρωθεν υπέρ έχων υπέρ άπαντα οι κυβερνήται των δύο συγκρουσθέντων ατμοπλοίων είνε το πλησίον της στενής κατασκευής του λιμένος. — [558, 377, 725, 427]
section-heading: ΕΚΘΕΣΙΣ ΤΟΥ ΛΙΜΕΝΑΡΧΟΥ ΛΕΥΚΑΔΟΣ — [215, 1393, 361, 1414]
subsection-heading: Διάσωσις μηχανικού — [942, 892, 1047, 903]
